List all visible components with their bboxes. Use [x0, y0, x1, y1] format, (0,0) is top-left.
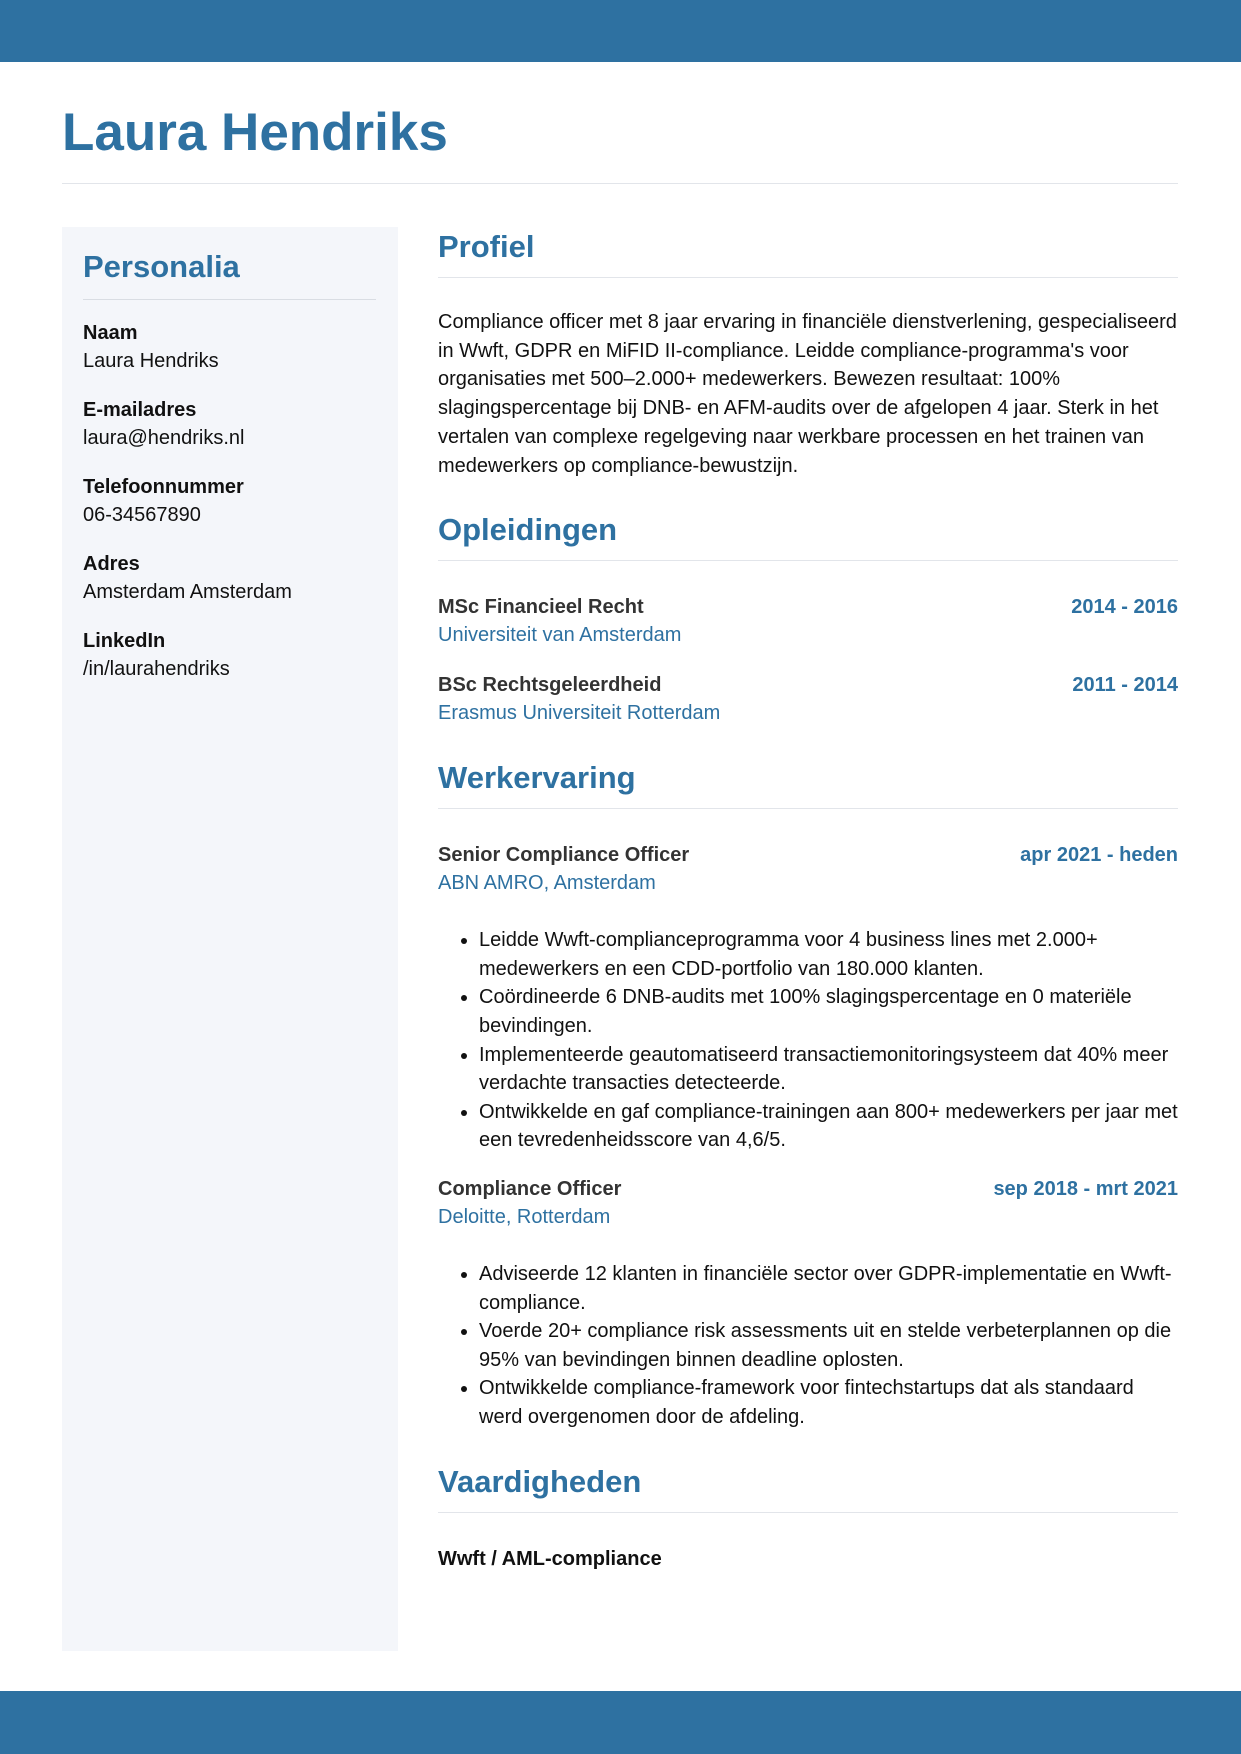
divider	[438, 808, 1178, 809]
achievement-list	[438, 1260, 1178, 1432]
personal-value: laura@hendriks.nl	[83, 427, 245, 449]
degree: MSc Financieel Recht	[438, 596, 644, 619]
skill-item: Wwft / AML-compliance	[438, 1547, 662, 1570]
main-content	[438, 227, 1178, 1573]
divider	[83, 299, 376, 300]
job-title: Compliance Officer	[438, 1177, 622, 1200]
section-title: Opleidingen	[438, 512, 618, 548]
personal-item-address	[83, 550, 376, 606]
education-entry	[438, 593, 1178, 650]
date-range: 2014 - 2016	[1071, 596, 1178, 619]
education-entry	[438, 671, 1178, 728]
sidebar-title: Personalia	[83, 249, 240, 284]
section-title: Profiel	[438, 229, 535, 264]
personal-label: Telefoonnummer	[83, 476, 244, 498]
achievement-list	[438, 926, 1178, 1155]
personal-item-phone	[83, 473, 376, 529]
divider	[438, 277, 1178, 278]
divider	[438, 1512, 1178, 1513]
achievement-item: • Voerde 20+ compliance risk assessments uit en stelde verbeterplannen op die 95% van bevindingen binnen deadline oplosten.	[479, 1317, 1178, 1374]
date-range: 2011 - 2014	[1072, 674, 1178, 697]
profile-text: Compliance officer met 8 jaar ervaring in financiële dienstverlening, gespecialiseerd in Wwft, GDPR en MiFID II-compliance. Leidde compliance-programma's voor organisaties met 500–2.000+ medewerkers. Bewezen resultaat: 100% slagingspercentage bij DNB- en AFM-audits over de afgelopen 4 jaar. Sterk in het vertalen van complexe regelgeving naar werkbare processen en het trainen van medewerkers op compliance-bewustzijn.	[438, 311, 1177, 477]
personal-value: Laura Hendriks	[83, 350, 219, 372]
personal-item-linkedin	[83, 627, 376, 683]
personal-label: Adres	[83, 553, 140, 575]
school: Universiteit van Amsterdam	[438, 624, 682, 647]
personal-value: Amsterdam Amsterdam	[83, 581, 292, 603]
divider	[62, 183, 1178, 184]
date-range: apr 2021 - heden	[1020, 844, 1178, 867]
personal-label: E-mailadres	[83, 399, 197, 421]
education-section	[438, 510, 1178, 728]
personal-value: /in/laurahendriks	[83, 658, 230, 680]
header-band	[0, 0, 1241, 62]
section-title: Vaardigheden	[438, 1463, 642, 1499]
school: Erasmus Universiteit Rotterdam	[438, 702, 721, 725]
achievement-item: • Ontwikkelde en gaf compliance-trainingen aan 800+ medewerkers per jaar met een tevredenheidsscore van 4,6/5.	[479, 1098, 1178, 1155]
job-title: Senior Compliance Officer	[438, 844, 690, 867]
experience-entry	[438, 841, 1178, 1155]
experience-entry	[438, 1175, 1178, 1432]
footer-band	[0, 1691, 1241, 1754]
date-range: sep 2018 - mrt 2021	[993, 1177, 1178, 1200]
personal-item-email	[83, 396, 376, 452]
achievement-item: • Coördineerde 6 DNB-audits met 100% slagingspercentage en 0 materiële bevindingen.	[479, 983, 1178, 1040]
skills-section	[438, 1462, 1178, 1573]
degree: BSc Rechtsgeleerdheid	[438, 674, 662, 697]
personal-label: Naam	[83, 322, 138, 344]
achievement-item: • Leidde Wwft-complianceprogramma voor 4 business lines met 2.000+ medewerkers en een CDD-portfolio van 180.000 klanten.	[479, 926, 1178, 983]
achievement-item: • Adviseerde 12 klanten in financiële sector over GDPR-implementatie en Wwft-compliance.	[479, 1260, 1178, 1317]
section-title: Werkervaring	[438, 760, 636, 796]
company: ABN AMRO, Amsterdam	[438, 872, 656, 895]
personal-value: 06-34567890	[83, 504, 201, 526]
achievement-item: • Implementeerde geautomatiseerd transactiemonitoringsysteem dat 40% meer verdachte transacties detecteerde.	[479, 1041, 1178, 1098]
achievement-item: • Ontwikkelde compliance-framework voor fintechstartups dat als standaard werd overgenomen door de afdeling.	[479, 1374, 1178, 1431]
company: Deloitte, Rotterdam	[438, 1205, 611, 1228]
personal-item-name	[83, 319, 376, 375]
candidate-name: Laura Hendriks	[62, 103, 448, 162]
personal-info-sidebar	[62, 227, 398, 1651]
personal-label: LinkedIn	[83, 630, 166, 652]
divider	[438, 560, 1178, 561]
profile-section	[438, 227, 1178, 480]
experience-section	[438, 758, 1178, 1431]
